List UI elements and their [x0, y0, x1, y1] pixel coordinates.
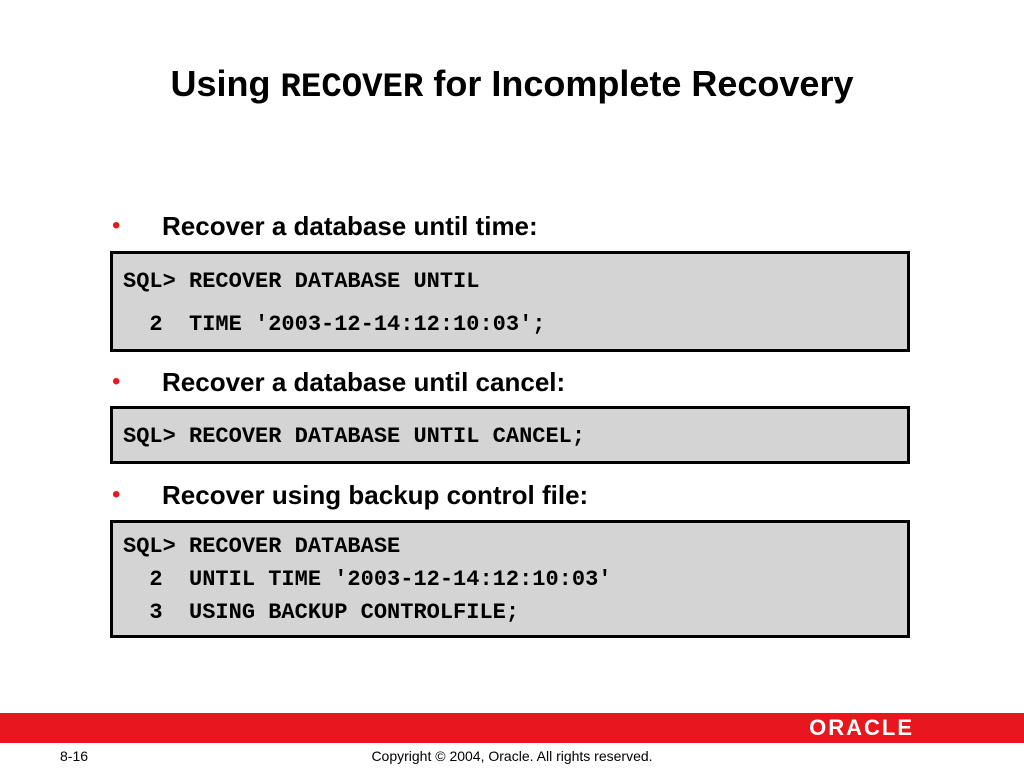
code-line: SQL> RECOVER DATABASE: [123, 534, 401, 559]
code-block-until-time: [110, 251, 910, 352]
oracle-logo: ORACLE: [809, 715, 914, 740]
bullet-item-until-cancel: [112, 364, 912, 400]
bullet-icon: •: [112, 368, 121, 395]
code-block-until-cancel: [110, 406, 910, 464]
bullet-item-until-time: [112, 208, 912, 244]
title-prefix: Using: [170, 63, 281, 104]
bullet-item-backup-controlfile: [112, 477, 912, 513]
code-line: 2 UNTIL TIME '2003-12-14:12:10:03': [123, 567, 612, 592]
bullet-heading: Recover a database until cancel:: [162, 367, 566, 397]
code-line: SQL> RECOVER DATABASE UNTIL: [123, 269, 480, 294]
code-line: 3 USING BACKUP CONTROLFILE;: [123, 600, 520, 625]
code-line: SQL> RECOVER DATABASE UNTIL CANCEL;: [123, 424, 586, 449]
title-code: RECOVER: [280, 69, 424, 107]
slide-title: [0, 62, 1024, 110]
code-block-backup-controlfile: [110, 520, 910, 638]
title-suffix: for Incomplete Recovery: [423, 63, 854, 104]
bullet-heading: Recover a database until time:: [162, 211, 538, 241]
bullet-heading: Recover using backup control file:: [162, 480, 589, 510]
page-number: 8-16: [60, 748, 89, 764]
bullet-icon: •: [112, 481, 121, 508]
bullet-icon: •: [112, 212, 121, 239]
copyright-text: Copyright © 2004, Oracle. All rights reserved.: [371, 748, 653, 764]
code-line: 2 TIME '2003-12-14:12:10:03';: [123, 312, 546, 337]
